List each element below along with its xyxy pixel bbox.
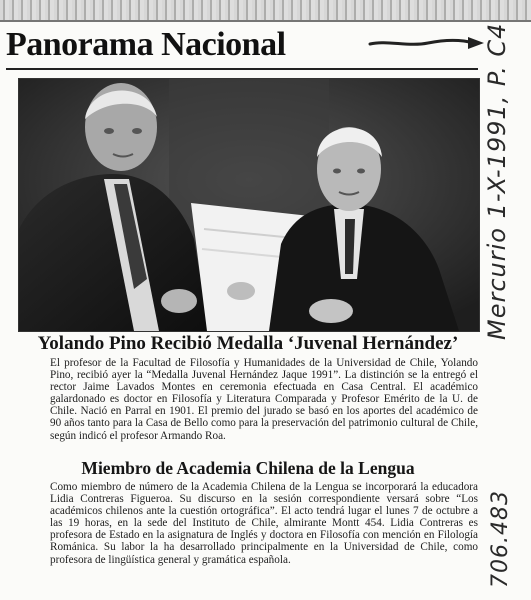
section-title: Panorama Nacional: [6, 26, 286, 63]
handwritten-source-note: Mercurio 1-X-1991, P. C4: [483, 22, 511, 340]
article-subheading: Miembro de Academia Chilena de la Lengua: [81, 458, 415, 478]
top-clipping-edge: [0, 0, 531, 20]
article-paragraph-1: El profesor de la Facultad de Filosofía y Humanidades de la Universidad de Chile, Yolando Pino, recibió ayer la “Medalla Juvenal Hernández Jaque 1991”. La distinción se la entregó el rector Jaime Lavados Montes en ceremonia efectuada en Casa Central. El académico galardonado es doctor en Filosofía y Literatura Comparada y Profesor Emérito de la U. de Chile. Nació en Parral en 1901. El premio del jurado se basó en los aportes del académico de 90 años tanto para la Casa de Bello como para la preservación del patrimonio cultural de Chile, según indicó el profesor Armando Roa.: [50, 357, 478, 442]
news-photo: [18, 78, 480, 332]
title-rule: [6, 68, 478, 70]
arrow-ornament: [368, 34, 488, 54]
article-paragraph-2: Como miembro de número de la Academia Chilena de la Lengua se incorporará la educadora Lidia Contreras Figueroa. Su discurso en la sesión correspondiente versará sobre “Los académicos chilenos ante la cuestión ortográfica”. El acto tendrá lugar el lunes 7 de octubre a las 19 horas, en la sede del Instituto de Chile, almirante Montt 454. Lidia Contreras es profesora de Estado en la asignatura de Inglés y doctora en Filosofía con mención en Filología Románica. Su labor la ha desarrollado principalmente en la Universidad de Chile, como profesora de lingüística general y gramática española.: [50, 481, 478, 566]
handwritten-page-number: 706.483: [488, 490, 513, 588]
article-headline: Yolando Pino Recibió Medalla ‘Juvenal Hernández’: [37, 333, 459, 354]
